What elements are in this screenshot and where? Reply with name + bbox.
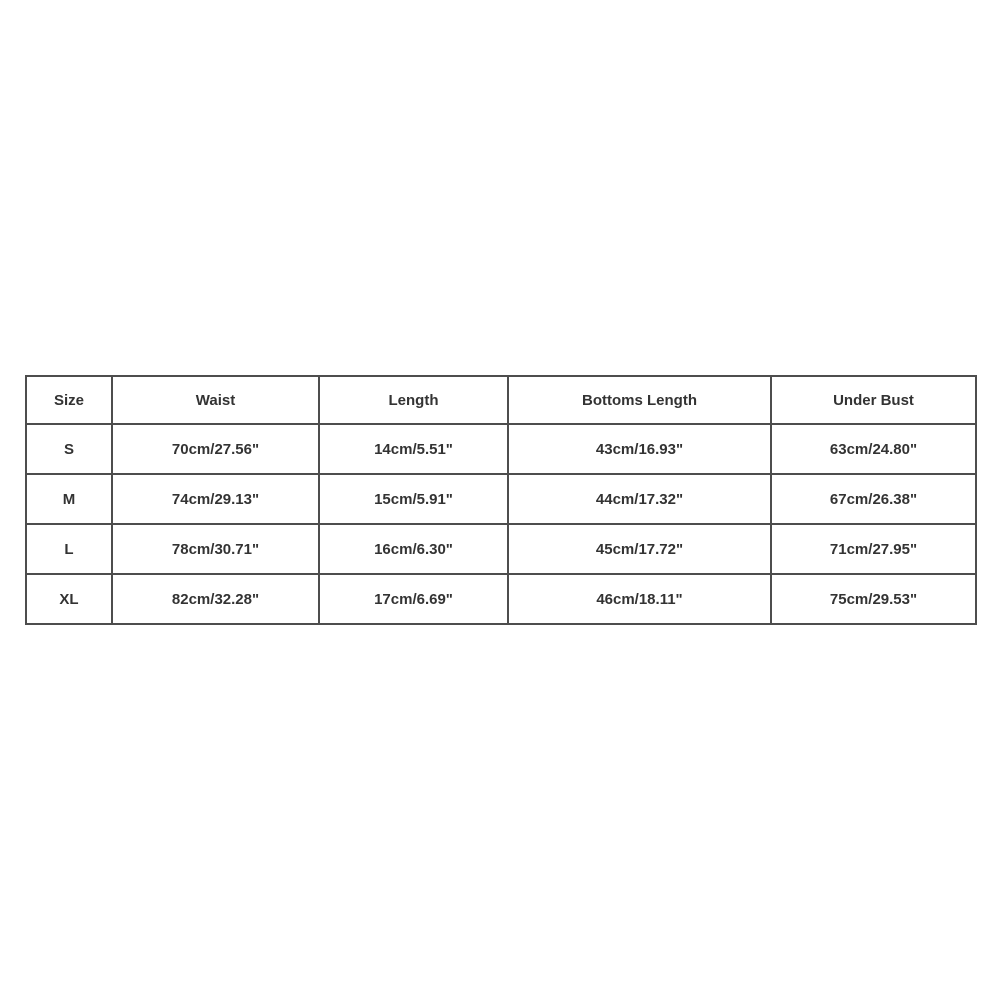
size-label-cell: L [26, 524, 112, 574]
table-row [26, 424, 976, 474]
measurement-cell: 45cm/17.72" [508, 524, 771, 574]
measurement-cell: 15cm/5.91" [319, 474, 508, 524]
size-chart-table [25, 375, 977, 625]
table-body [26, 424, 976, 624]
measurement-cell: 74cm/29.13" [112, 474, 319, 524]
header-row [26, 376, 976, 424]
measurement-cell: 82cm/32.28" [112, 574, 319, 624]
column-header-bottoms-length: Bottoms Length [508, 376, 771, 424]
measurement-cell: 70cm/27.56" [112, 424, 319, 474]
size-label-cell: M [26, 474, 112, 524]
measurement-cell: 16cm/6.30" [319, 524, 508, 574]
measurement-cell: 44cm/17.32" [508, 474, 771, 524]
column-header-waist: Waist [112, 376, 319, 424]
measurement-cell: 17cm/6.69" [319, 574, 508, 624]
column-header-under-bust: Under Bust [771, 376, 976, 424]
size-label-cell: XL [26, 574, 112, 624]
measurement-cell: 71cm/27.95" [771, 524, 976, 574]
measurement-cell: 14cm/5.51" [319, 424, 508, 474]
table-row [26, 474, 976, 524]
measurement-cell: 75cm/29.53" [771, 574, 976, 624]
measurement-cell: 67cm/26.38" [771, 474, 976, 524]
table-row [26, 524, 976, 574]
column-header-length: Length [319, 376, 508, 424]
column-header-size: Size [26, 376, 112, 424]
size-label-cell: S [26, 424, 112, 474]
table-row [26, 574, 976, 624]
measurement-cell: 78cm/30.71" [112, 524, 319, 574]
measurement-cell: 63cm/24.80" [771, 424, 976, 474]
measurement-cell: 43cm/16.93" [508, 424, 771, 474]
measurement-cell: 46cm/18.11" [508, 574, 771, 624]
